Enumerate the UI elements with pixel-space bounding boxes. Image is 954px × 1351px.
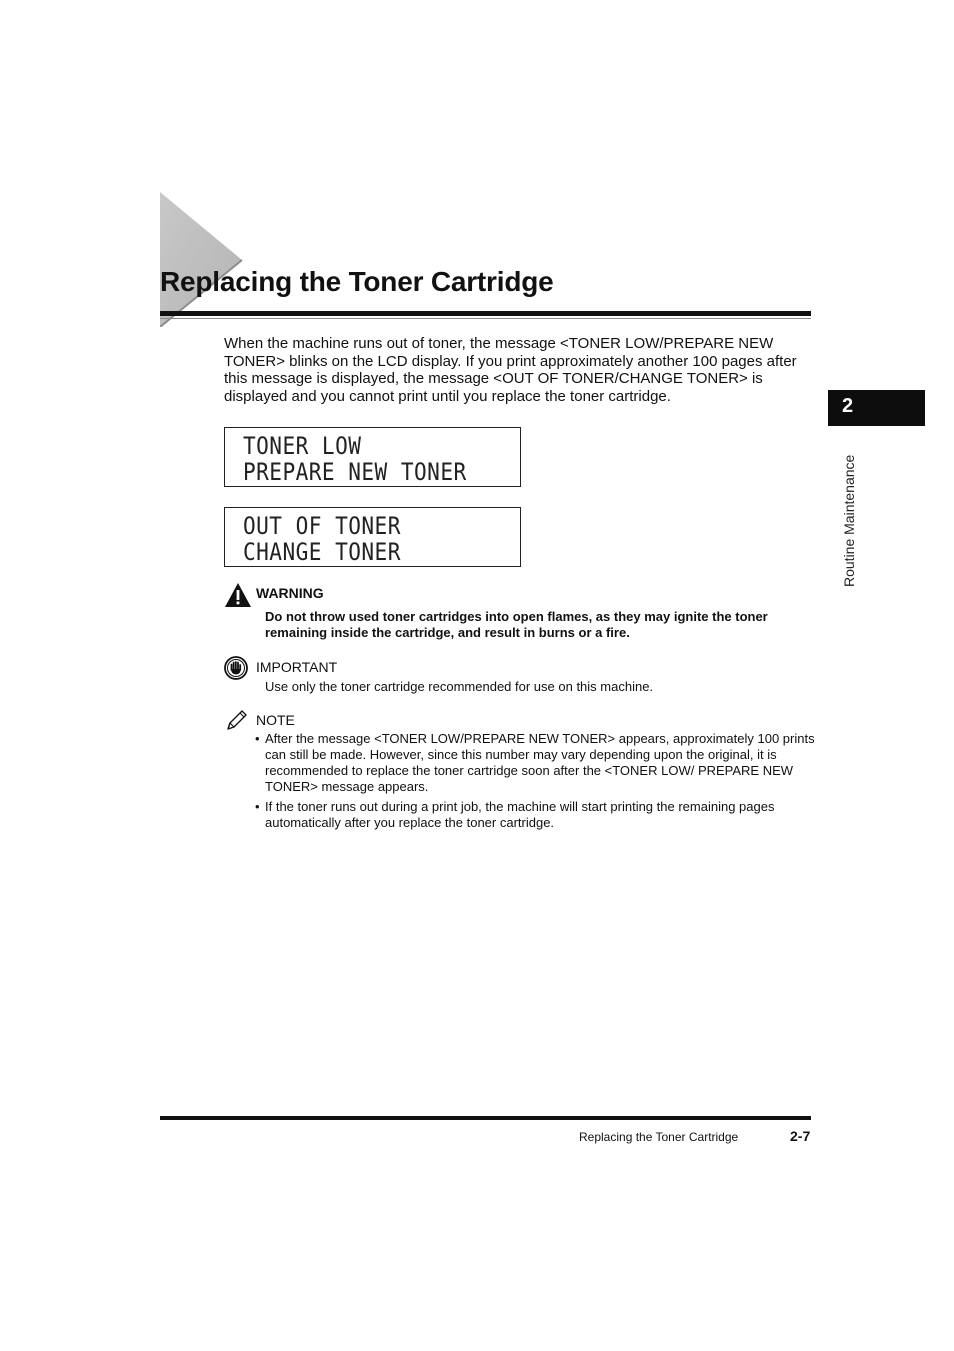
note-label: NOTE — [256, 712, 295, 728]
pencil-icon — [224, 708, 248, 732]
note-item-text: If the toner runs out during a print job, the machine will start printing the remaining pages automatically after you replace the toner cartridge. — [265, 799, 775, 830]
list-item — [255, 799, 815, 831]
intro-paragraph: When the machine runs out of toner, the message <TONER LOW/PREPARE NEW TONER> blinks on the LCD display. If you print approximately another 100 pages after this message is displayed, the message <OUT OF TONER/CHANGE TONER> is displayed and you cannot print until you replace the toner cartridge. — [224, 335, 797, 405]
footer-section-title: Replacing the Toner Cartridge — [579, 1130, 739, 1144]
bullet: • — [255, 799, 260, 814]
lcd-display-out-of-toner — [224, 507, 521, 567]
note-item-text: After the message <TONER LOW/PREPARE NEW TONER> appears, approximately 100 prints can still be made. However, since this number may vary depending upon the original, it is recommended to replace the toner cartridge soon after the <TONER LOW/ PREPARE NEW TONER> message appears. — [265, 731, 815, 794]
bullet: • — [255, 731, 260, 746]
title-rule-shadow — [160, 318, 811, 319]
section-label: Routine Maintenance — [841, 454, 857, 587]
chapter-number: 2 — [842, 395, 854, 417]
hand-stop-icon — [224, 656, 248, 680]
page-title: Replacing the Toner Cartridge — [160, 266, 554, 297]
lcd-line-2: PREPARE NEW TONER — [243, 458, 467, 486]
warning-label: WARNING — [256, 585, 324, 601]
important-label: IMPORTANT — [256, 659, 338, 675]
chapter-tab — [828, 390, 925, 426]
chapter-triangle-decoration — [160, 192, 260, 327]
lcd-line-2: CHANGE TONER — [243, 538, 401, 566]
list-item — [255, 731, 815, 795]
title-rule — [160, 311, 811, 316]
important-text: Use only the toner cartridge recommended for use on this machine. — [265, 679, 654, 694]
lcd-line-1: OUT OF TONER — [243, 512, 401, 540]
warning-text: Do not throw used toner cartridges into open flames, as they may ignite the toner remaining inside the cartridge, and result in burns or a fire. — [265, 609, 768, 641]
lcd-line-1: TONER LOW — [243, 432, 362, 460]
note-list — [255, 731, 815, 835]
lcd-display-toner-low — [224, 427, 521, 487]
warning-triangle-icon — [224, 582, 252, 608]
footer-rule — [160, 1116, 811, 1120]
page-number: 2-7 — [790, 1128, 811, 1144]
